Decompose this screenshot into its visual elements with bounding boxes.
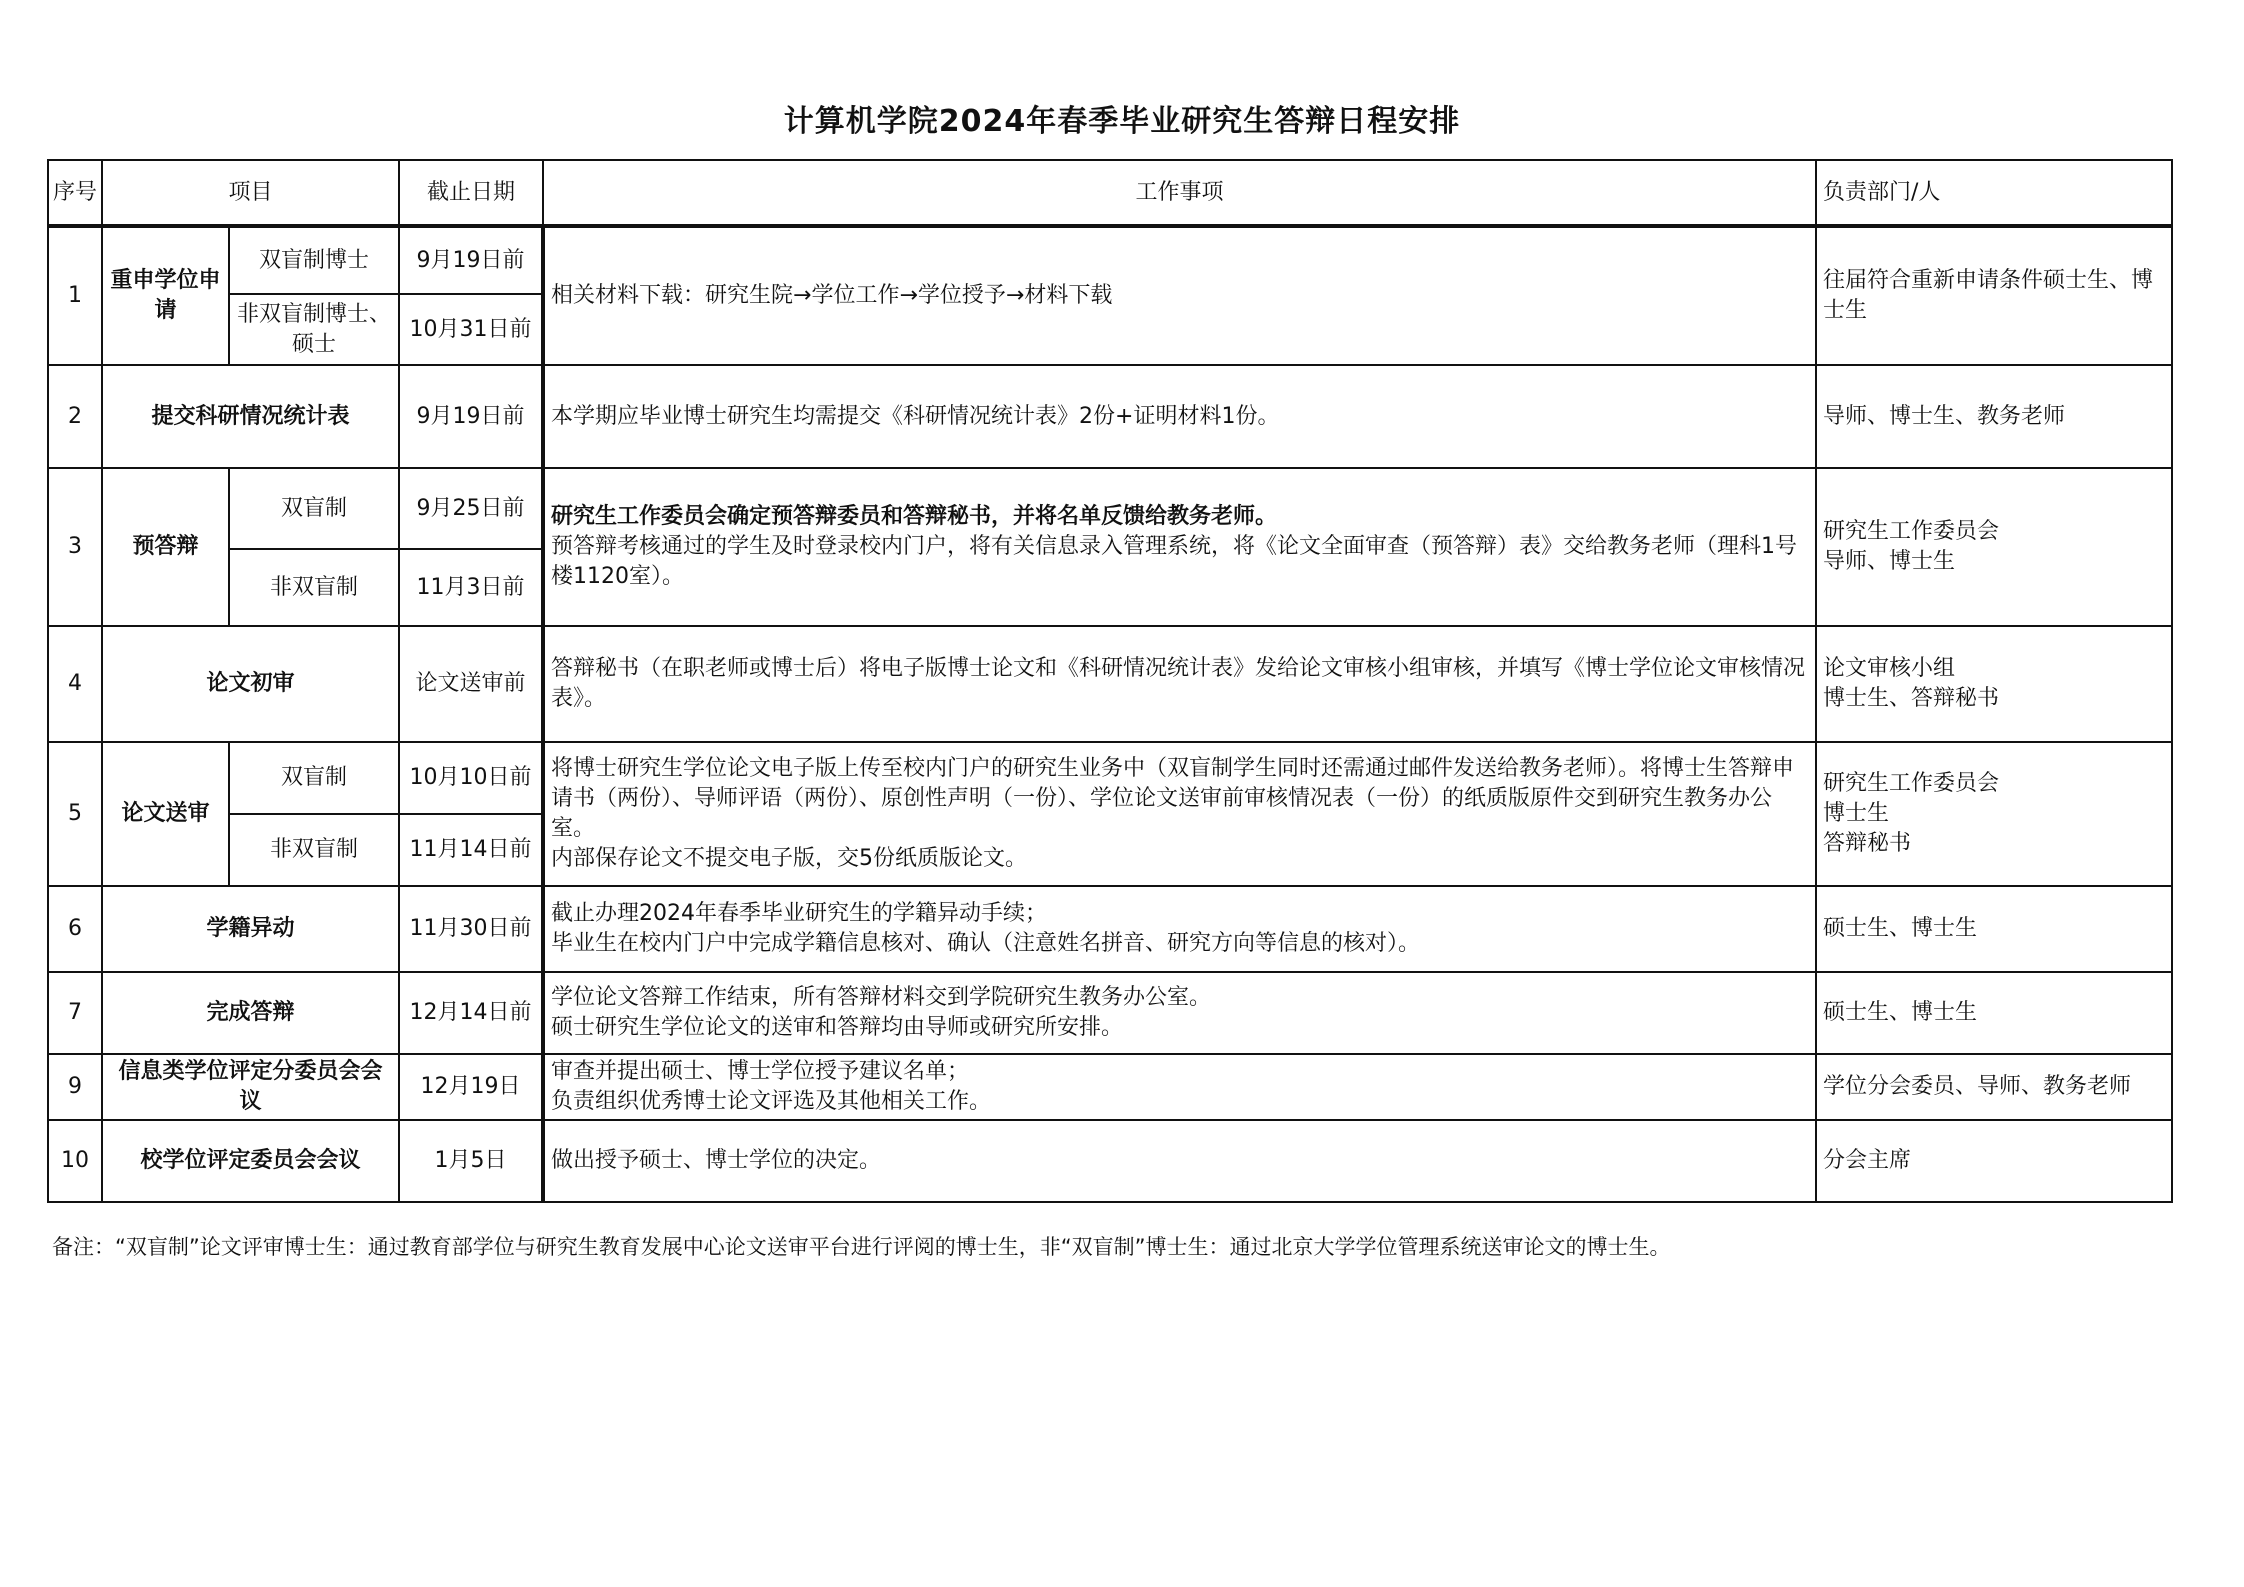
task-line: 做出授予硕士、博士学位的决定。 (551, 1148, 882, 1173)
header-num: 序号 (48, 160, 102, 226)
row-project: 论文送审 (102, 742, 229, 886)
task-line: 将博士研究生学位论文电子版上传至校内门户的研究生业务中（双盲制学生同时还需通过邮件发送给教务老师）。将博士生答辩申请书（两份）、导师评语（两份）、原创性声明（一份）、学位论文送审前审核情况表（一份）的纸质版原件交到研究生教务办公室。 (551, 756, 1795, 841)
row-deadline: 9月19日前 (399, 226, 543, 294)
row-subitem: 非双盲制 (229, 549, 399, 626)
task-line-bold: 研究生工作委员会确定预答辩委员和答辩秘书，并将名单反馈给教务老师。 (551, 504, 1278, 529)
task-line: 审查并提出硕士、博士学位授予建议名单； (551, 1059, 970, 1084)
row-num: 10 (48, 1120, 102, 1202)
row-project: 信息类学位评定分委员会会议 (102, 1054, 399, 1120)
table-row (48, 365, 2172, 468)
table-row (48, 972, 2172, 1054)
table-row (48, 886, 2172, 972)
table-row (48, 742, 2172, 814)
page-title: 计算机学院2024年春季毕业研究生答辩日程安排 (783, 104, 1461, 139)
task-line: 本学期应毕业博士研究生均需提交《科研情况统计表》2份+证明材料1份。 (551, 403, 1280, 429)
row-responsible (1816, 972, 2172, 1054)
task-line: 预答辩考核通过的学生及时登录校内门户，将有关信息录入管理系统，将《论文全面审查（预答辩）表》交给教务老师（理科1号楼1120室）。 (551, 534, 1798, 589)
row-subitem: 双盲制博士 (229, 226, 399, 294)
table-row (48, 468, 2172, 549)
row-project: 完成答辩 (102, 972, 399, 1054)
responsible-line: 博士生 (1823, 801, 1890, 826)
row-deadline: 11月14日前 (399, 814, 543, 886)
task-line: 答辩秘书（在职老师或博士后）将电子版博士论文和《科研情况统计表》发给论文审核小组审核，并填写《博士学位论文审核情况表》。 (551, 656, 1806, 711)
row-subitem: 非双盲制 (229, 814, 399, 886)
row-project: 提交科研情况统计表 (102, 365, 399, 468)
table-row (48, 626, 2172, 742)
row-num: 6 (48, 886, 102, 972)
row-project: 重申学位申请 (102, 226, 229, 365)
table-row (48, 1054, 2172, 1120)
row-deadline: 1月5日 (399, 1120, 543, 1202)
row-tasks (543, 226, 1816, 365)
responsible-line: 往届符合重新申请条件硕士生、博士生 (1823, 268, 2154, 323)
task-line: 硕士研究生学位论文的送审和答辩均由导师或研究所安排。 (551, 1015, 1124, 1040)
task-line: 截止办理2024年春季毕业研究生的学籍异动手续； (551, 901, 1048, 926)
row-deadline: 12月14日前 (399, 972, 543, 1054)
footnote: 备注：“双盲制”论文评审博士生：通过教育部学位与研究生教育发展中心论文送审平台进行评阅的博士生，非“双盲制”博士生：通过北京大学学位管理系统送审论文的博士生。 (52, 1235, 1671, 1259)
row-responsible (1816, 365, 2172, 468)
row-deadline: 9月25日前 (399, 468, 543, 549)
row-responsible (1816, 226, 2172, 365)
responsible-line: 答辩秘书 (1823, 831, 1912, 856)
row-project: 论文初审 (102, 626, 399, 742)
row-tasks (543, 365, 1816, 468)
header-project: 项目 (102, 160, 399, 226)
header-tasks: 工作事项 (543, 160, 1816, 226)
row-num: 4 (48, 626, 102, 742)
responsible-line: 研究生工作委员会 (1823, 519, 2000, 544)
task-line: 负责组织优秀博士论文评选及其他相关工作。 (551, 1089, 992, 1114)
row-deadline: 11月3日前 (399, 549, 543, 626)
task-line: 内部保存论文不提交电子版，交5份纸质版论文。 (551, 846, 1028, 871)
row-responsible (1816, 886, 2172, 972)
row-num: 2 (48, 365, 102, 468)
row-project: 预答辩 (102, 468, 229, 626)
row-tasks (543, 468, 1816, 626)
row-deadline: 10月10日前 (399, 742, 543, 814)
task-line: 相关材料下载：研究生院→学位工作→学位授予→材料下载 (551, 283, 1113, 308)
row-num: 5 (48, 742, 102, 886)
row-tasks (543, 1120, 1816, 1202)
responsible-line: 硕士生、博士生 (1823, 1000, 1978, 1025)
row-deadline: 12月19日 (399, 1054, 543, 1120)
table-row (48, 226, 2172, 294)
row-responsible (1816, 1054, 2172, 1120)
row-subitem: 双盲制 (229, 468, 399, 549)
responsible-line: 博士生、答辩秘书 (1823, 686, 2000, 711)
row-num: 3 (48, 468, 102, 626)
row-responsible (1816, 1120, 2172, 1202)
row-project: 校学位评定委员会会议 (102, 1120, 399, 1202)
row-responsible (1816, 626, 2172, 742)
row-tasks (543, 626, 1816, 742)
row-responsible (1816, 742, 2172, 886)
row-deadline: 论文送审前 (399, 626, 543, 742)
row-tasks (543, 742, 1816, 886)
row-num: 1 (48, 226, 102, 365)
responsible-line: 导师、博士生、教务老师 (1823, 403, 2066, 429)
task-line: 学位论文答辩工作结束，所有答辩材料交到学院研究生教务办公室。 (551, 985, 1212, 1010)
row-project: 学籍异动 (102, 886, 399, 972)
row-responsible (1816, 468, 2172, 626)
responsible-line: 硕士生、博士生 (1823, 916, 1978, 941)
row-tasks (543, 972, 1816, 1054)
schedule-table (47, 159, 2173, 1203)
responsible-line: 分会主席 (1823, 1148, 1912, 1173)
task-line: 毕业生在校内门户中完成学籍信息核对、确认（注意姓名拼音、研究方向等信息的核对）。 (551, 931, 1421, 956)
responsible-line: 学位分会委员、导师、教务老师 (1823, 1074, 2132, 1099)
row-subitem: 非双盲制博士、硕士 (229, 294, 399, 365)
table-header-row (48, 160, 2172, 226)
responsible-line: 论文审核小组 (1823, 656, 1956, 681)
row-num: 9 (48, 1054, 102, 1120)
responsible-line: 导师、博士生 (1823, 549, 1956, 574)
row-num: 7 (48, 972, 102, 1054)
table-row (48, 1120, 2172, 1202)
row-tasks (543, 886, 1816, 972)
row-deadline: 10月31日前 (399, 294, 543, 365)
row-tasks (543, 1054, 1816, 1120)
responsible-line: 研究生工作委员会 (1823, 771, 2000, 796)
row-deadline: 11月30日前 (399, 886, 543, 972)
header-deadline: 截止日期 (399, 160, 543, 226)
row-subitem: 双盲制 (229, 742, 399, 814)
header-responsible: 负责部门/人 (1816, 160, 2172, 226)
row-deadline: 9月19日前 (399, 365, 543, 468)
